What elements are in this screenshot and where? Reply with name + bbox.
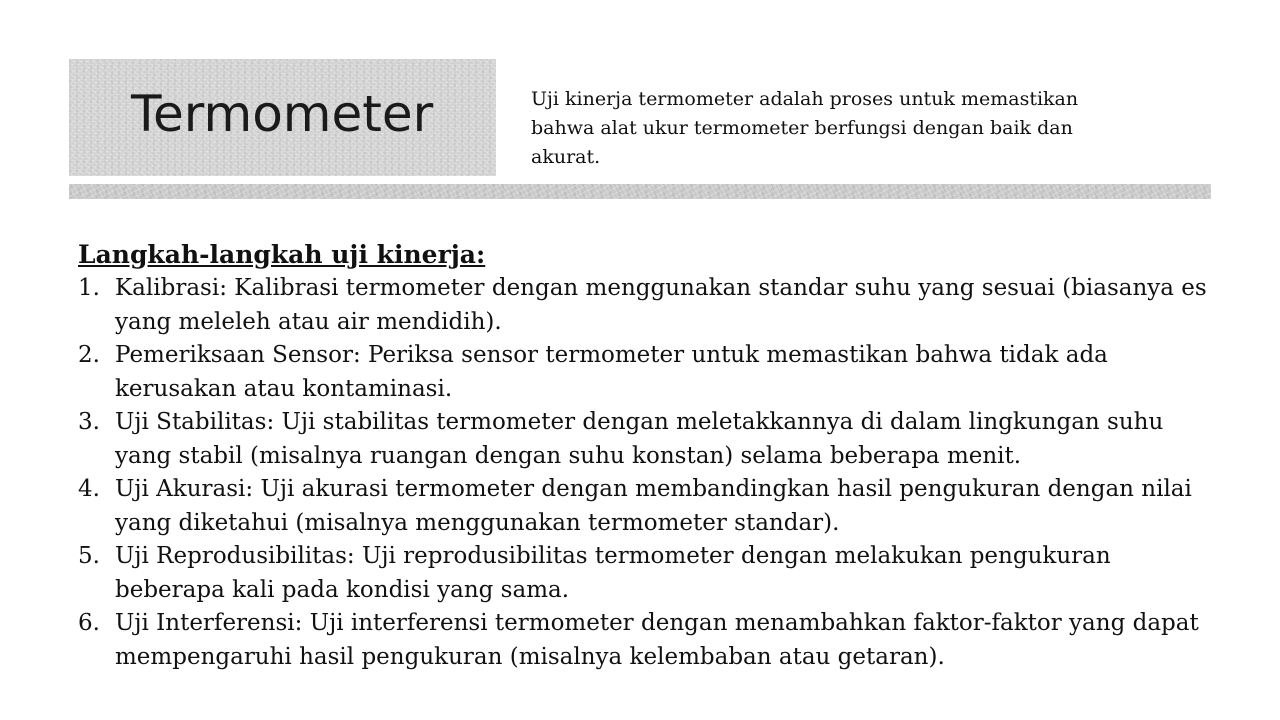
- step-item: [78, 272, 1218, 339]
- step-number: 4.: [78, 476, 100, 502]
- header-divider: [69, 184, 1211, 199]
- step-item: [78, 607, 1218, 674]
- slide-subtitle: Uji kinerja termometer adalah proses untuk memastikan bahwa alat ukur termometer berfungsi dengan baik dan akurat.: [531, 88, 1079, 168]
- step-item: [78, 339, 1218, 406]
- steps-heading: Langkah-langkah uji kinerja:: [78, 240, 486, 269]
- step-text: Uji Interferensi: Uji interferensi termometer dengan menambahkan faktor-faktor yang dapat mempengaruhi hasil pengukuran (misalnya kelembaban atau getaran).: [115, 610, 1199, 670]
- step-item: [78, 406, 1218, 473]
- step-text: Kalibrasi: Kalibrasi termometer dengan menggunakan standar suhu yang sesuai (biasanya es yang meleleh atau air mendidih).: [115, 275, 1207, 335]
- step-number: 2.: [78, 342, 100, 368]
- step-text: Pemeriksaan Sensor: Periksa sensor termometer untuk memastikan bahwa tidak ada kerusakan atau kontaminasi.: [115, 342, 1108, 402]
- step-number: 6.: [78, 610, 100, 636]
- step-number: 5.: [78, 543, 100, 569]
- step-text: Uji Stabilitas: Uji stabilitas termometer dengan meletakkannya di dalam lingkungan suhu yang stabil (misalnya ruangan dengan suhu konstan) selama beberapa menit.: [115, 409, 1164, 469]
- slide-title: Termometer: [131, 85, 434, 143]
- step-number: 3.: [78, 409, 100, 435]
- content-area: [78, 237, 1218, 674]
- step-text: Uji Akurasi: Uji akurasi termometer dengan membandingkan hasil pengukuran dengan nilai yang diketahui (misalnya menggunakan termometer standar).: [115, 476, 1192, 536]
- step-text: Uji Reprodusibilitas: Uji reprodusibilitas termometer dengan melakukan pengukuran beberapa kali pada kondisi yang sama.: [115, 543, 1111, 603]
- step-item: [78, 473, 1218, 540]
- steps-list: [78, 272, 1218, 674]
- step-number: 1.: [78, 275, 100, 301]
- step-item: [78, 540, 1218, 607]
